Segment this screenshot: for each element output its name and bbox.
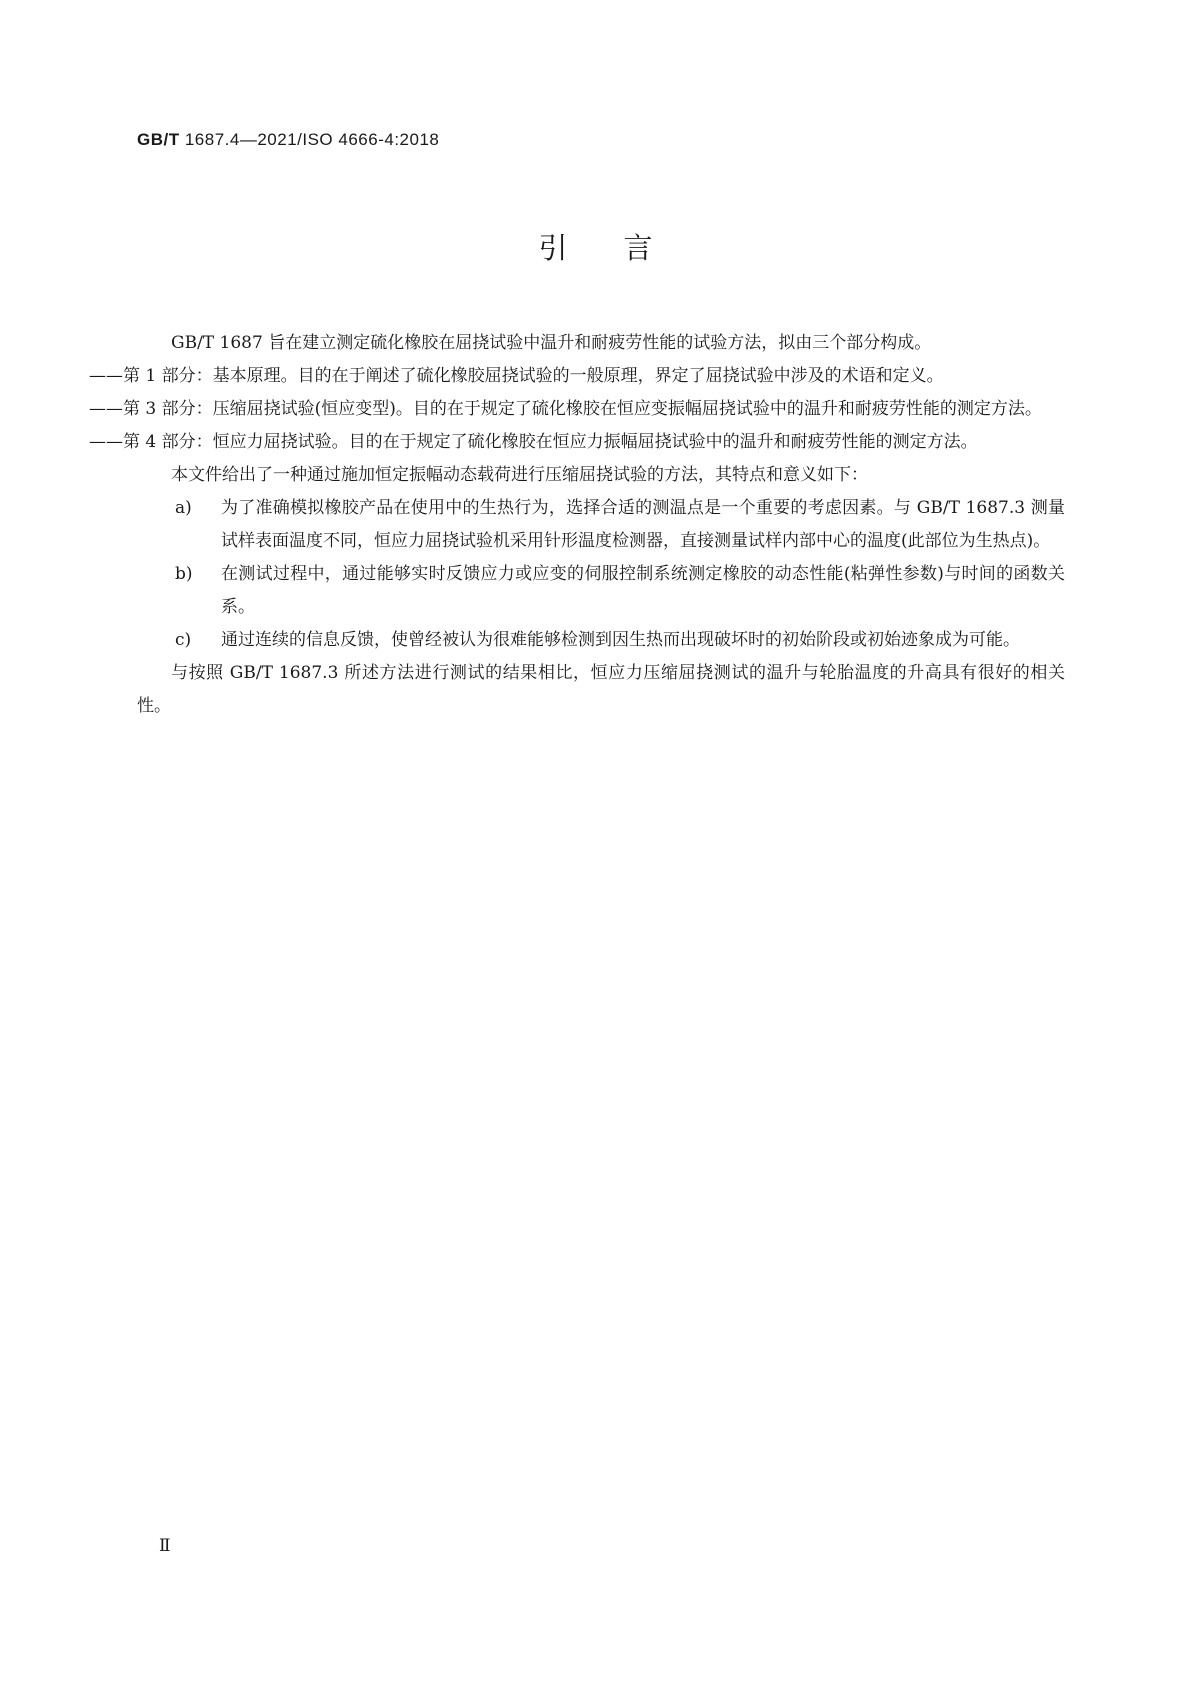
document-body: [89, 327, 1065, 723]
page-number: Ⅱ: [159, 1536, 171, 1556]
list-marker: b): [175, 564, 193, 584]
list-item-text: 在测试过程中，通过能够实时反馈应力或应变的伺服控制系统测定橡胶的动态性能(粘弹性参数)与时间的函数关系。: [221, 564, 1065, 617]
part-list-item: ——第 3 部分：压缩屈挠试验(恒应变型)。目的在于规定了硫化橡胶在恒应变振幅屈挠试验中的温升和耐疲劳性能的测定方法。: [89, 399, 1042, 419]
list-marker: c): [175, 630, 192, 650]
standard-prefix: GB/T: [137, 130, 180, 149]
feature-list-item: [137, 624, 1065, 657]
feature-list-item: [137, 558, 1065, 624]
list-marker: a): [175, 498, 192, 518]
page-title: 引言: [538, 231, 709, 265]
list-item-text: 通过连续的信息反馈，使曾经被认为很难能够检测到因生热而出现破坏时的初始阶段或初始迹象成为可能。: [221, 630, 1020, 650]
standard-number-header: [137, 130, 439, 150]
intro-paragraph: GB/T 1687 旨在建立测定硫化橡胶在屈挠试验中温升和耐疲劳性能的试验方法，拟由三个部分构成。: [171, 333, 932, 353]
features-intro-paragraph: 本文件给出了一种通过施加恒定振幅动态载荷进行压缩屈挠试验的方法，其特点和意义如下：: [171, 465, 868, 485]
list-item-text: 为了准确模拟橡胶产品在使用中的生热行为，选择合适的测温点是一个重要的考虑因素。与 GB/T 1687.3 测量试样表面温度不同，恒应力屈挠试验机采用针形温度检测器，直接测量试样内部中心的温度(此部位为生热点)。: [221, 498, 1065, 551]
part-list-item: ——第 1 部分：基本原理。目的在于阐述了硫化橡胶屈挠试验的一般原理，界定了屈挠试验中涉及的术语和定义。: [89, 366, 944, 386]
part-list-item: ——第 4 部分：恒应力屈挠试验。目的在于规定了硫化橡胶在恒应力振幅屈挠试验中的温升和耐疲劳性能的测定方法。: [89, 432, 978, 452]
standard-number: 1687.4—2021/ISO 4666-4:2018: [179, 130, 440, 149]
feature-list-item: [137, 492, 1065, 558]
conclusion-paragraph: 与按照 GB/T 1687.3 所述方法进行测试的结果相比，恒应力压缩屈挠测试的温升与轮胎温度的升高具有很好的相关性。: [137, 663, 1065, 716]
